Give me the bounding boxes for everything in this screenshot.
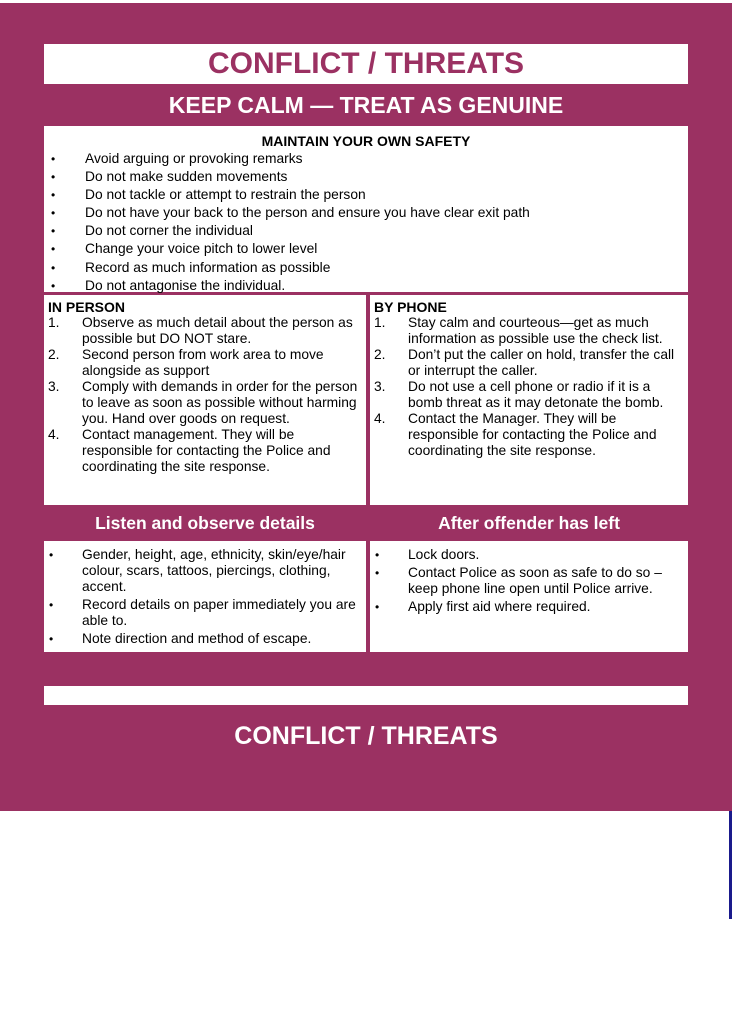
in-person-heading: IN PERSON — [48, 299, 126, 315]
subtitle: KEEP CALM — TREAT AS GENUINE — [168, 92, 564, 118]
list-item: 3. Do not use a cell phone or radio if it is a bomb threat as it may detonate the bomb. — [374, 379, 664, 410]
bullet-icon: • — [49, 598, 54, 612]
by-phone-heading: BY PHONE — [374, 299, 447, 315]
list-item: • Do not make sudden movements — [44, 168, 688, 186]
bullet-icon: • — [375, 566, 380, 580]
in-person-panel — [44, 295, 366, 505]
after-list — [370, 547, 688, 615]
after-heading: After offender has left — [438, 513, 620, 533]
by-phone-panel — [370, 295, 688, 505]
list-item: 4. Contact management. They will be responsible for contacting the Police and coordinating the site response. — [48, 427, 331, 474]
bullet-icon: • — [51, 242, 56, 257]
bullet-icon: • — [49, 548, 54, 562]
list-item: • Do not antagonise the individual. — [44, 277, 688, 295]
list-item: 2. Don’t put the caller on hold, transfer the call or interrupt the caller. — [374, 347, 675, 378]
listen-heading: Listen and observe details — [95, 513, 315, 533]
page-title: CONFLICT / THREATS — [44, 44, 688, 84]
list-item: • Note direction and method of escape. — [49, 631, 312, 646]
bullet-icon: • — [51, 224, 56, 239]
list-item: • Change your voice pitch to lower level — [44, 240, 688, 258]
listen-panel — [44, 541, 366, 652]
bullet-icon: • — [51, 170, 56, 185]
bullet-icon: • — [49, 632, 54, 646]
list-item: 4. Contact the Manager. They will be responsible for contacting the Police and coordinating the site response. — [374, 411, 657, 458]
list-item: • Do not corner the individual — [44, 222, 688, 240]
by-phone-list — [370, 315, 688, 459]
safety-panel — [44, 126, 688, 292]
list-item: 1. Stay calm and courteous—get as much information as possible use the check list. — [374, 315, 663, 346]
safety-heading: MAINTAIN YOUR OWN SAFETY — [261, 133, 471, 149]
bullet-icon: • — [51, 152, 56, 166]
listen-list — [44, 547, 366, 647]
bullet-icon: • — [51, 206, 56, 221]
bullet-icon: • — [375, 600, 380, 614]
list-item: • Apply first aid where required. — [375, 599, 591, 614]
bullet-icon: • — [51, 260, 56, 275]
bullet-icon: • — [375, 548, 380, 562]
blank-bar — [44, 686, 688, 705]
list-item: • Do not tackle or attempt to restrain the person — [44, 186, 688, 204]
list-item: 1. Observe as much detail about the person as possible but DO NOT stare. — [48, 315, 353, 346]
list-item: 3. Comply with demands in order for the person to leave as soon as possible without harming you. Hand over goods on request. — [48, 379, 358, 426]
list-item: • Record details on paper immediately you are able to. — [49, 597, 356, 628]
list-item: • Avoid arguing or provoking remarks — [44, 150, 688, 168]
footer-title: CONFLICT / THREATS — [234, 722, 498, 750]
after-panel — [370, 541, 688, 652]
bullet-icon: • — [51, 188, 56, 203]
safety-list — [44, 150, 688, 295]
list-item: • Do not have your back to the person and ensure you have clear exit path — [44, 204, 688, 222]
list-item: • Gender, height, age, ethnicity, skin/eye/hair colour, scars, tattoos, piercings, clothing, accent. — [49, 547, 346, 594]
in-person-list — [44, 315, 366, 475]
list-item: • Record as much information as possible — [44, 259, 688, 277]
list-item: 2. Second person from work area to move alongside as support — [48, 347, 324, 378]
bullet-icon: • — [51, 278, 56, 293]
list-item: • Lock doors. — [375, 547, 480, 562]
list-item: • Contact Police as soon as safe to do so – keep phone line open until Police arrive. — [375, 565, 662, 596]
